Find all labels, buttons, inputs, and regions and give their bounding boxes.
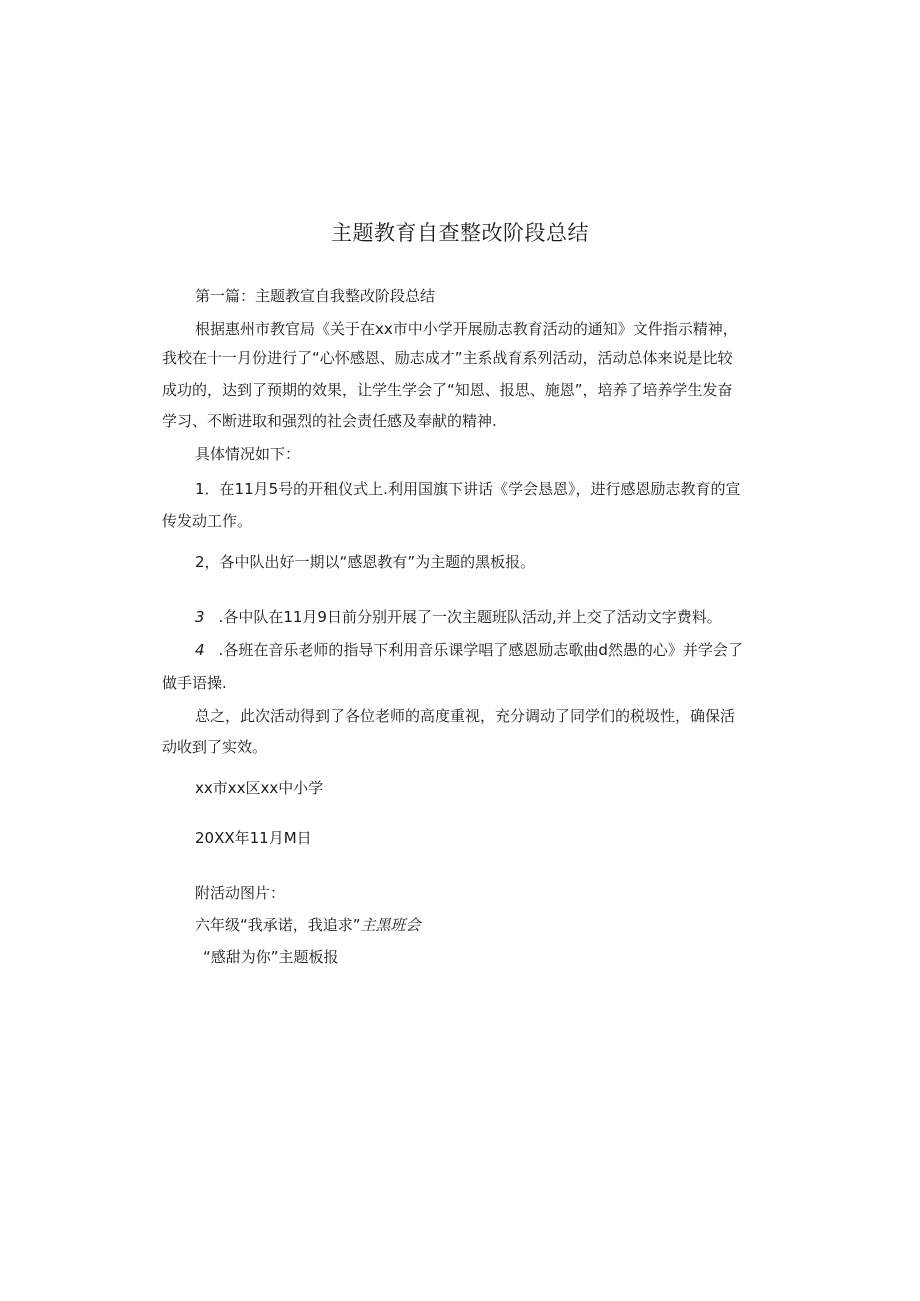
school-name: xx市xx区xx中小学 xyxy=(195,779,324,797)
section-heading: 第一篇：主题教宣自我整改阶段总结 xyxy=(195,287,436,305)
photo1-caption-tail: 主黑班会 xyxy=(360,916,421,934)
photo1-caption xyxy=(195,914,421,936)
photo1-caption-main: 六年级“我承诺，我追求” xyxy=(195,916,361,934)
attachments-heading: 附活动图片： xyxy=(195,884,286,902)
summary-line1: 总之，此次活动得到了各位老师的高度重视，充分调动了同学们的税圾性，确保活 xyxy=(195,707,736,725)
item4 xyxy=(195,639,743,661)
item4-text: .各班在音乐老师的指导下利用音乐课学唱了感恩励志歌曲d然愚的心》并学会了 xyxy=(218,641,743,659)
paragraph1-line3: 成功的，达到了预期的效果，让学生学会了“知恩、报思、施恩”，培养了培养学生发奋 xyxy=(162,381,733,399)
paragraph1-line2: 我校在十一月份进行了“心怀感恩、励志成才”主系战育系列活动，活动总体来说是比较 xyxy=(162,349,733,367)
item1-line2: 传发动工作。 xyxy=(162,512,253,530)
paragraph1-line4: 学习、不断进取和强烈的社会责任感及奉献的精神. xyxy=(162,412,497,430)
item3-text: .各中队在11月9日前分别开展了一次主题班队活动,并上交了活动文字费料。 xyxy=(218,608,722,626)
summary-line2: 动收到了实效。 xyxy=(162,738,268,756)
document-date: 20XX年11月M日 xyxy=(195,829,312,847)
item3-number: 3 xyxy=(195,608,205,626)
photo2-caption: “感甜为你”主题板报 xyxy=(203,948,339,966)
details-intro: 具体情况如下： xyxy=(195,445,301,463)
item4-line2: 做手语操. xyxy=(162,674,227,692)
item1-line1: 1．在11月5号的开租仪式上.利用国旗下讲话《学会恳恩》，进行感恩励志教育的宣 xyxy=(195,480,741,498)
item2: 2，各中队出好一期以“感恩教有”为主题的黑板报。 xyxy=(195,553,536,571)
item3 xyxy=(195,606,722,628)
item4-number: 4 xyxy=(195,641,205,659)
document-title: 主题教育自查整改阶段总结 xyxy=(331,221,589,245)
paragraph1-line1: 根据惠州市教官局《关于在xx市中小学开展励志教育活动的通知》文件指示精神， xyxy=(195,320,738,338)
